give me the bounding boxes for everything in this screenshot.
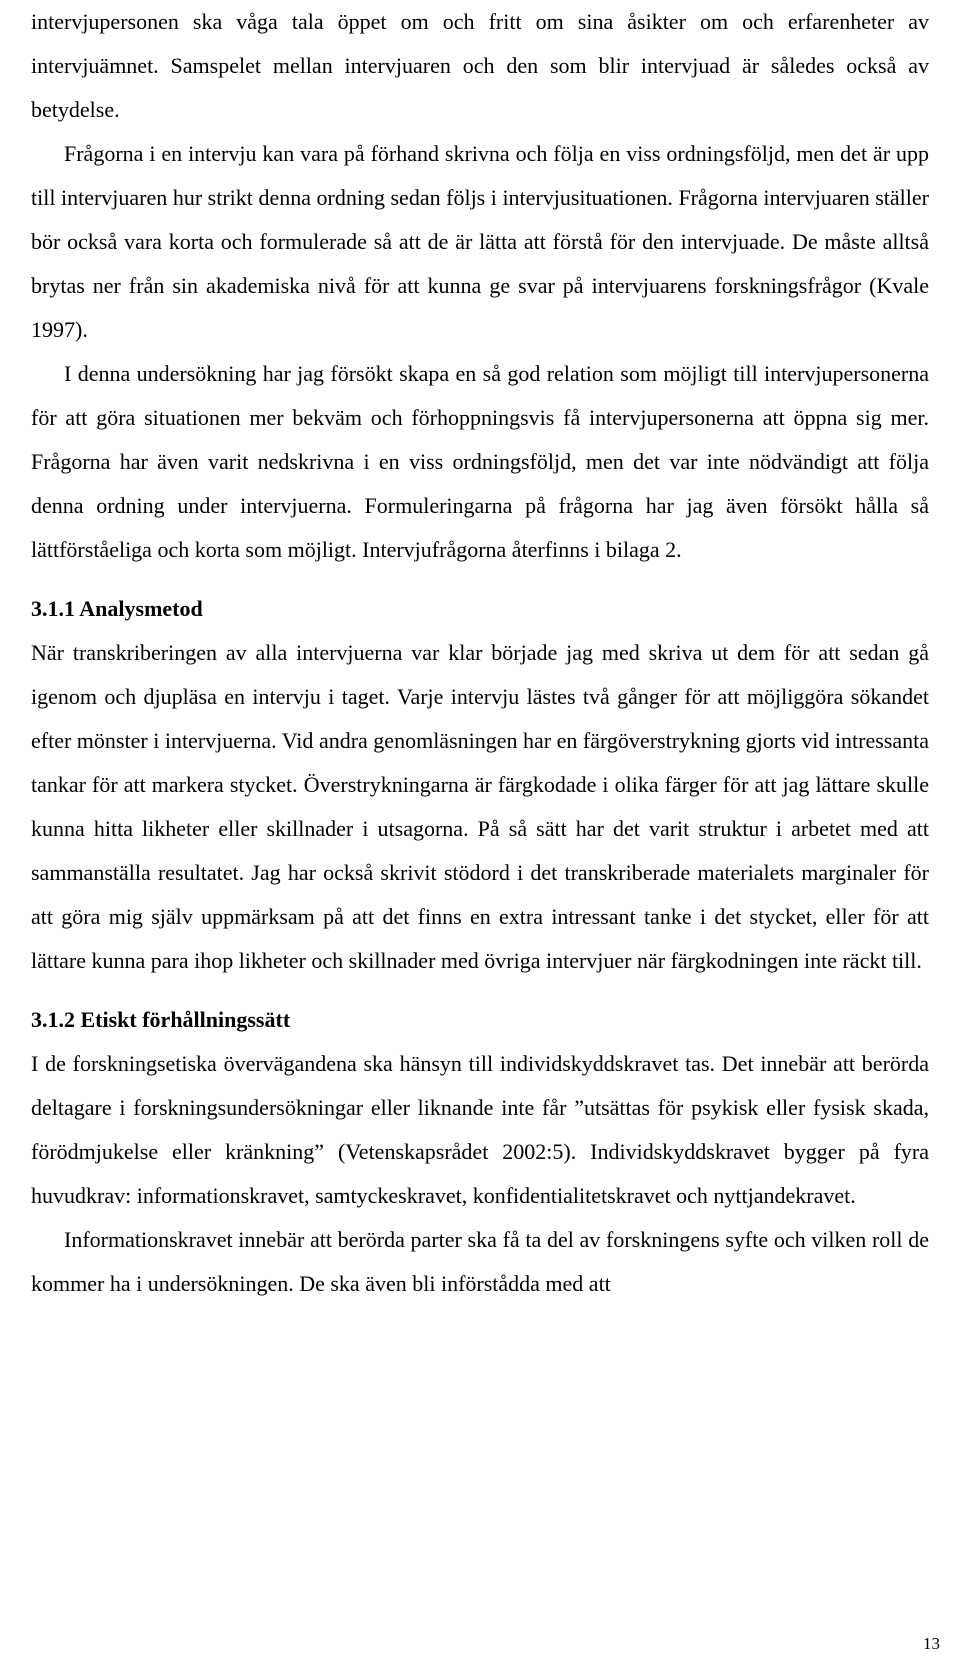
page-number: 13: [923, 1634, 940, 1653]
paragraph-this-study: I denna undersökning har jag försökt skapa en så god relation som möjligt till intervjupersonerna för att göra situationen mer bekväm och förhoppningsvis få intervjupersonerna att öppna sig mer. Frågorna har även varit nedskrivna i en viss ordningsföljd, men det var inte nödvändigt att följa denna ordning under intervjuerna. Formuleringarna på frågorna har jag även försökt hålla så lättförståeliga och korta som möjligt. Intervjufrågorna återfinns i bilaga 2.: [31, 361, 929, 562]
paragraph-informationskravet: Informationskravet innebär att berörda parter ska få ta del av forskningens syfte och vilken roll de kommer ha i undersökningen. De ska även bli införstådda med att: [31, 1227, 929, 1296]
paragraph-questions: Frågorna i en intervju kan vara på förhand skrivna och följa en viss ordningsföljd, men det är upp till intervjuaren hur strikt denna ordning sedan följs i intervjusituationen. Frågorna intervjuaren ställer bör också vara korta och formulerade så att de är lätta att förstå för den intervjuade. De måste alltså brytas ner från sin akademiska nivå för att kunna ge svar på intervjuarens forskningsfrågor (Kvale 1997).: [31, 141, 929, 342]
paragraph-analysmetod: När transkriberingen av alla intervjuerna var klar började jag med skriva ut dem för att sedan gå igenom och djupläsa en intervju i taget. Varje intervju lästes två gånger för att möjliggöra sökandet efter mönster i intervjuerna. Vid andra genomläsningen har en färgöverstrykning gjorts vid intressanta tankar för att markera stycket. Överstrykningarna är färgkodade i olika färger för att jag lättare skulle kunna hitta likheter eller skillnader i utsagorna. På så sätt har det varit struktur i arbetet med att sammanställa resultatet. Jag har också skrivit stödord i det transkriberade materialets marginaler för att göra mig själv uppmärksam på att det finns en extra intressant tanke i det stycket, eller för att lättare kunna para ihop likheter och skillnader med övriga intervjuer när färgkodningen inte räckt till.: [31, 640, 929, 973]
paragraph-intro: intervjupersonen ska våga tala öppet om och fritt om sina åsikter om och erfarenheter av intervjuämnet. Samspelet mellan intervjuaren och den som blir intervjuad är således också av betydelse.: [31, 9, 929, 122]
document-page: [31, 0, 929, 1306]
heading-analysmetod: 3.1.1 Analysmetod: [31, 596, 203, 621]
heading-etiskt-forhallningssatt: 3.1.2 Etiskt förhållningssätt: [31, 1007, 291, 1032]
paragraph-individskyddskravet: I de forskningsetiska övervägandena ska hänsyn till individskyddskravet tas. Det innebär att berörda deltagare i forskningsundersökningar eller liknande inte får ”utsättas för psykisk eller fysisk skada, förödmjukelse eller kränkning” (Vetenskapsrådet 2002:5). Individskyddskravet bygger på fyra huvudkrav: informationskravet, samtyckeskravet, konfidentialitetskravet och nyttjandekravet.: [31, 1051, 929, 1208]
